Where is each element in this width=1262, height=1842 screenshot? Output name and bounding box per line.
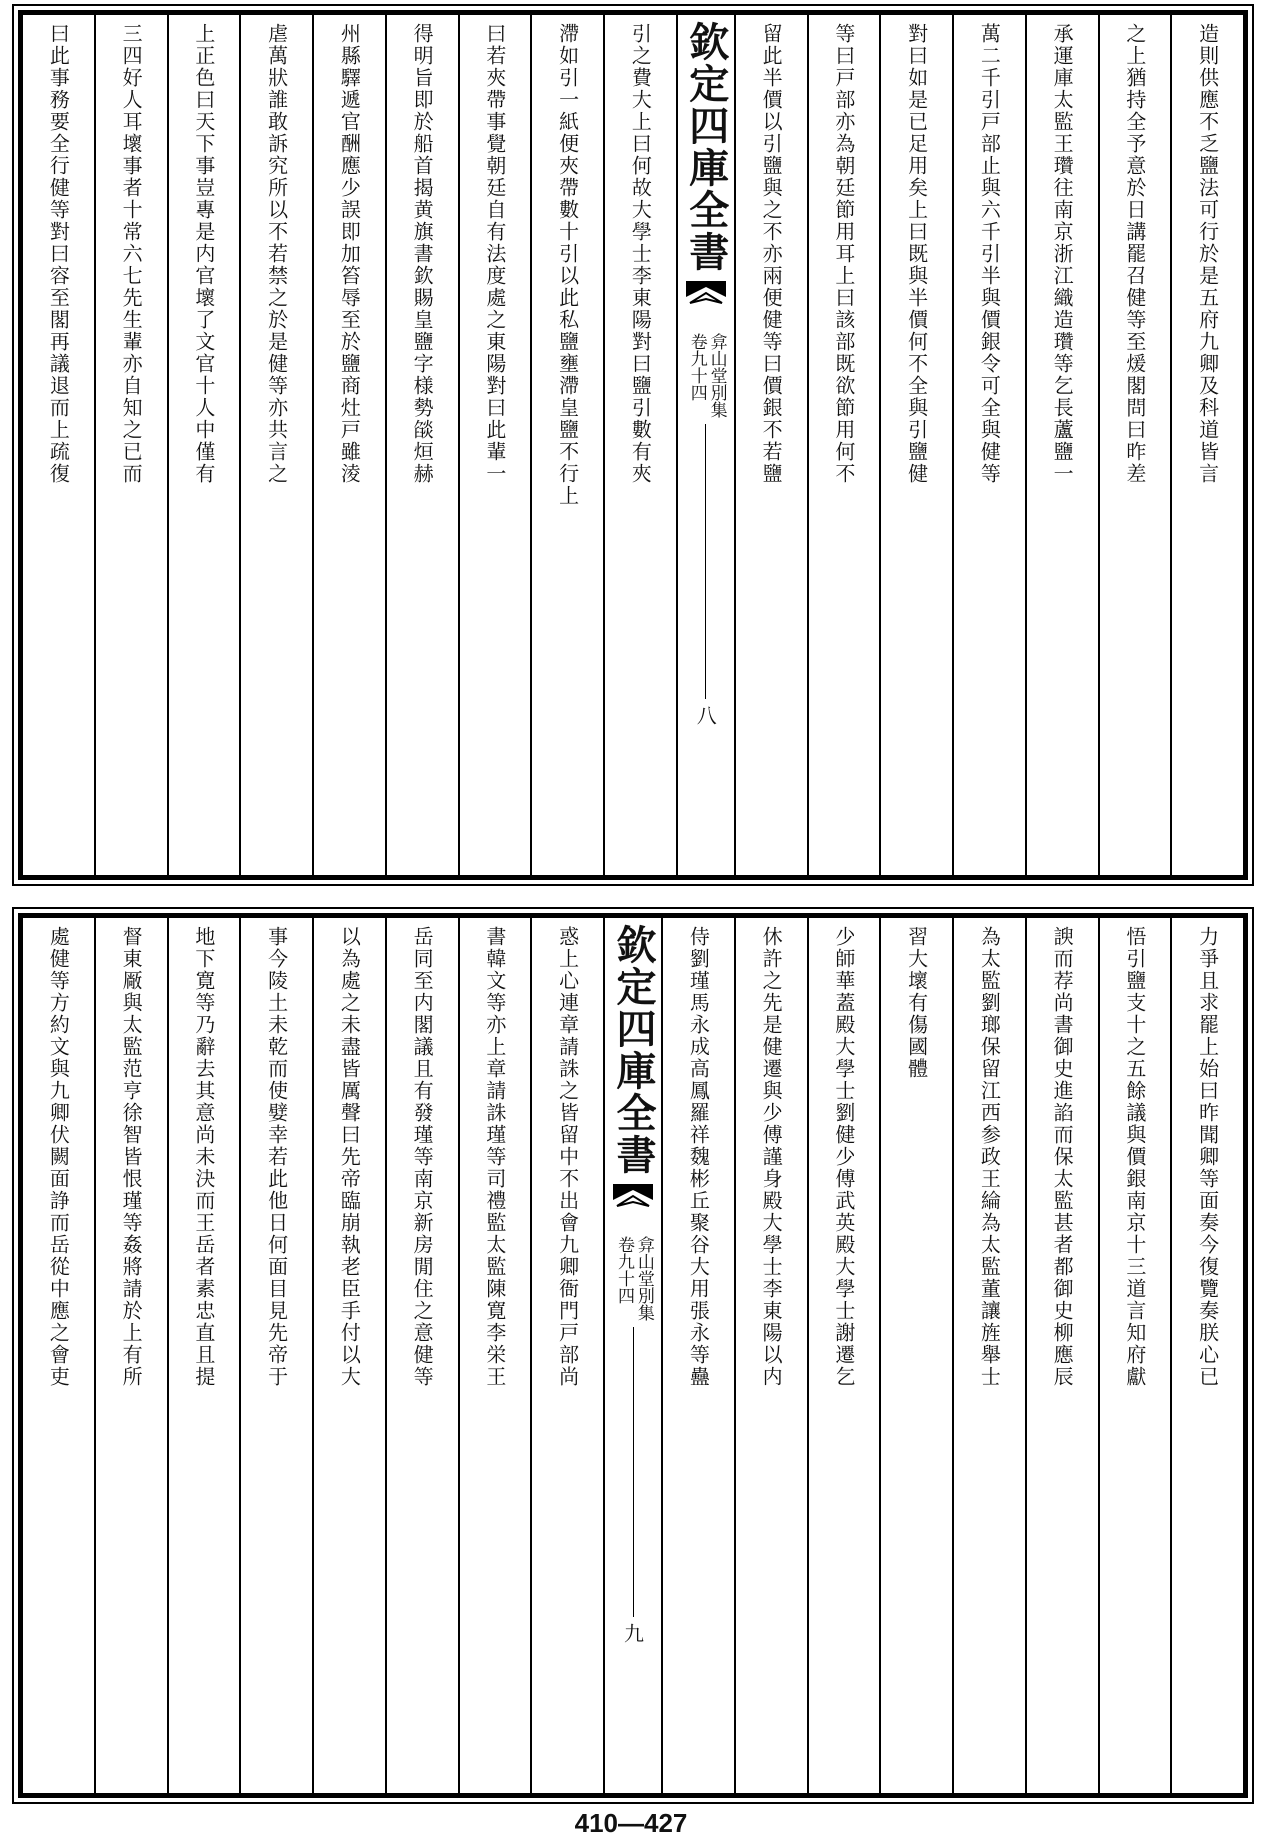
text-column [239,15,312,875]
column-text: 等曰戸部亦為朝廷節用耳上曰該部既欲節用何不 [831,23,856,485]
text-column [879,15,952,875]
text-column [1098,918,1171,1793]
center-rule [633,1327,634,1617]
column-text: 曰若夾帶事覺朝廷自有法度處之東陽對曰此輩一 [482,23,507,485]
column-text: 引之費大上曰何故大學士李東陽對曰鹽引數有夾 [628,23,653,485]
column-text: 為太監劉瑯保留江西参政王綸為太監董讓旌舉士 [977,926,1002,1388]
book-info [687,333,725,418]
text-column [312,15,385,875]
folio-number: 九 [620,1623,645,1643]
book-info [614,1236,652,1321]
center-fold-column [603,918,661,1793]
collection-title: 欽定四庫全書 [682,21,730,273]
text-column [734,918,807,1793]
text-column [385,918,458,1793]
column-text: 休許之先是健遷與少傅謹身殿大學士李東陽以内 [759,926,784,1388]
text-column [603,15,676,875]
column-text: 曰此事務要全行健等對曰容至閣再議退而上疏復 [46,23,71,485]
text-column [952,15,1025,875]
text-column [807,15,880,875]
text-column [23,15,94,875]
book-title: 弇山堂別集 [706,333,727,418]
column-text: 諛而荐尚書御史進諂而保太監甚者都御史柳應辰 [1050,926,1075,1388]
column-text: 侍劉瑾馬永成高鳳羅祥魏彬丘聚谷大用張永等蠱 [686,926,711,1388]
column-text: 滯如引一紙便夾帶數十引以此私鹽壅滯皇鹽不行上 [555,23,580,507]
text-column [385,15,458,875]
column-text: 虐萬狀誰敢訴究所以不若禁之於是健等亦共言之 [264,23,289,485]
text-column [458,918,531,1793]
column-text: 地下寛等乃辭去其意尚未決而王岳者素忠直且提 [191,926,216,1388]
column-text: 對曰如是已足用矣上曰既與半價何不全與引鹽健 [904,23,929,485]
fishtail-mark-icon [686,281,726,325]
text-column [94,15,167,875]
column-text: 處健等方約文與九卿伏闕面諍而岳從中應之會吏 [46,926,71,1388]
top-page [18,10,1248,880]
text-column [661,918,734,1793]
column-text: 事今陵土未乾而使嬖幸若此他日何面目見先帝于 [264,926,289,1388]
column-text: 悟引鹽支十之五餘議與價銀南京十三道言知府獻 [1122,926,1147,1388]
text-column [167,918,240,1793]
column-text: 州縣驛遞官酬應少誤即加笞辱至於鹽商灶戸雖淩 [337,23,362,485]
column-text: 三四好人耳壞事者十常六七先生輩亦自知之已而 [119,23,144,485]
folio-number: 八 [693,705,718,725]
column-text: 岳同至内閣議且有發瑾等南京新房閒住之意健等 [410,926,435,1388]
book-title: 弇山堂別集 [633,1236,654,1321]
text-column [94,918,167,1793]
volume-label: 卷九十四 [614,1236,634,1304]
center-rule [705,424,706,699]
text-column [23,918,94,1793]
column-text: 以為處之未盡皆厲聲曰先帝臨崩執老臣手付以大 [337,926,362,1388]
fishtail-mark-icon [613,1184,653,1228]
column-text: 少師華蓋殿大學士劉健少傅武英殿大學士謝遷乞 [831,926,856,1388]
center-fold-column [676,15,734,875]
column-text: 造則供應不乏鹽法可行於是五府九卿及科道皆言 [1195,23,1220,485]
volume-label: 卷九十四 [686,333,707,401]
text-column [1170,918,1243,1793]
column-text: 之上猶持全予意於日講罷召健等至煖閣問曰昨差 [1122,23,1147,485]
bottom-page [18,913,1248,1798]
column-text: 習大壞有傷國體 [904,926,929,1080]
text-column [1098,15,1171,875]
text-column [530,918,603,1793]
column-text: 留此半價以引鹽與之不亦兩便健等曰價銀不若鹽 [759,23,784,485]
text-column [734,15,807,875]
column-text: 承運庫太監王瓚往南京浙江織造瓚等乞長蘆鹽一 [1050,23,1075,485]
text-column [1025,15,1098,875]
text-column [952,918,1025,1793]
text-column [1170,15,1243,875]
column-text: 惑上心連章請誅之皆留中不出會九卿衙門戸部尚 [555,926,580,1388]
column-text: 萬二千引戸部止與六千引半與價銀令可全與健等 [977,23,1002,485]
column-text: 上正色曰天下事豈專是内官壞了文官十人中僅有 [191,23,216,485]
column-text: 得明旨即於船首揭黄旗書欽賜皇鹽字様勢燄烜赫 [410,23,435,485]
text-column [807,918,880,1793]
column-text: 書韓文等亦上章請誅瑾等司禮監太監陳寛李栄王 [482,926,507,1388]
text-column [167,15,240,875]
column-text: 力爭且求罷上始曰昨聞卿等面奏今復覽奏朕心已 [1195,926,1220,1388]
collection-title: 欽定四庫全書 [610,924,657,1176]
text-column [530,15,603,875]
text-column [239,918,312,1793]
text-column [312,918,385,1793]
text-column [879,918,952,1793]
column-text: 督東厰與太監范亨徐智皆恨瑾等姦將請於上有所 [119,926,144,1388]
page-number: 410—427 [574,1808,688,1838]
text-column [458,15,531,875]
text-column [1025,918,1098,1793]
